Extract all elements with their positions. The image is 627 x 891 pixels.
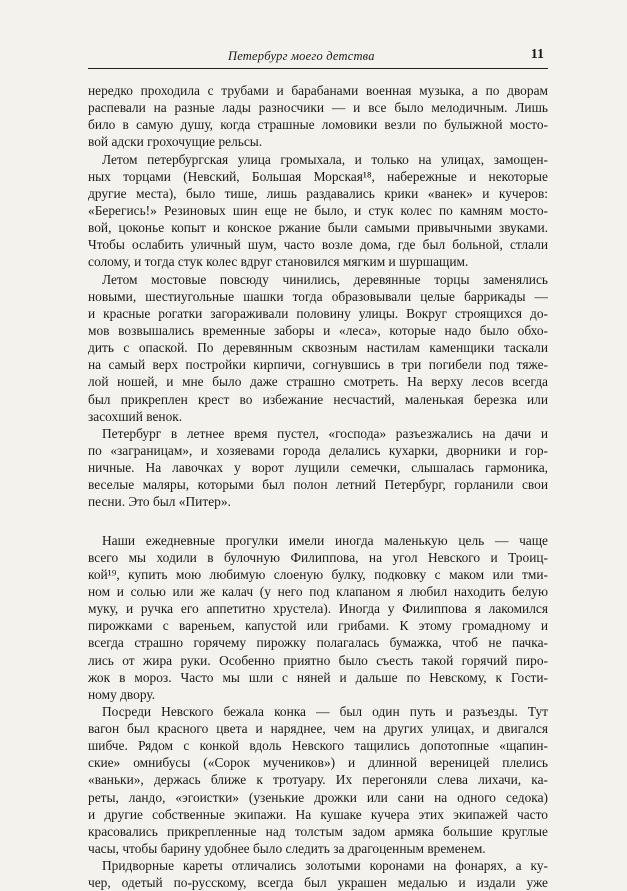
text-line: ские» омнибусы («Сорок мучеников») и длинной вереницей плелись [88,755,548,771]
text-line: Петербург в летнее время пустел, «господа» разъезжались на дачи и [102,425,548,441]
text-line: по «заграницам», и хозяевами города делались кухарки, дворники и гор- [88,442,548,458]
text-line: Наши ежедневные прогулки имели иногда маленькую цель — чаще [102,532,548,548]
text-line: Летом петербургская улица громыхала, и только на улицах, замощен- [102,151,548,167]
text-line: реты, ландо, «эгоистки» (узенькие дрожки или сани на одного седока) [88,789,548,805]
text-line: Чтобы ослабить уличный шум, часто возле дома, где был больной, стлали [88,237,548,253]
text-line: вой адски грохочущие рельсы. [88,134,263,150]
text-line: на самый верх постройки кирпичи, согнувшись в три погибели под тяже- [88,357,548,373]
page-number: 11 [530,47,544,62]
paragraph [88,271,548,425]
text-line: и другие собственные экипажи. На кушаке кучера этих экипажей часто [88,806,548,822]
text-line: всегда страшно горячему пирожку полагалась бумажка, чтоб не пачка- [88,635,548,651]
text-line: чер, одетый по-русскому, всегда был украшен медалью и издали уже [88,875,548,891]
text-line: другие места), было тише, лишь раздавались крики «ванек» и кучеров: [88,185,548,201]
text-line: новыми, шестиугольные шашки тогда образовывали целые баррикады — [88,288,548,304]
text-line: песни. Это был «Питер». [88,494,231,510]
text-line: и красные рогатки загораживали половину улицы. Вокруг строящихся до- [88,305,548,321]
text-line: ничные. На лавочках у ворот лущили семечки, слышалась гармоника, [88,460,548,476]
text-line: ном и солью или же калач (у него под клапаном я любил находить белую [88,583,548,599]
text-line: шибче. Рядом с конкой вдоль Невского тащились допотопные «щапин- [88,738,548,754]
text-line: лись от жира руки. Особенно приятно было съесть такой горячий пиро- [88,652,548,668]
text-line: пирожками с вареньем, капустой или грибами. К этому громадному и [88,618,548,634]
text-line: часы, чтобы барину удобнее было следить за драгоценным временем. [88,841,486,857]
text-line: лой ношей, и мне было даже страшно смотреть. На верху лесов всегда [88,374,548,390]
text-line: било в самую душу, когда страшные ломовики везли по булыжной мосто- [88,117,548,133]
paragraph [88,425,548,511]
paragraph [88,703,548,857]
text-line: мов возвышались временные заборы и «леса», которые надо было обхо- [88,322,548,338]
text-line: всего мы ходили в булочную Филиппова, на угол Невского и Троиц- [88,549,548,565]
text-line: муку, и ручка его аппетитно хрустела). Иногда у Филиппова я лакомился [88,601,548,617]
body-text [88,82,548,891]
text-line: распевали на разные лады разносчики — и все было мелодичным. Лишь [88,100,548,116]
paragraph [88,151,548,271]
text-line: дить с опаской. По деревянным сквозным настилам каменщики таскали [88,340,548,356]
text-line: «ваньки», держась ближе к тротуару. Их перегоняли слева лихачи, ка- [88,772,548,788]
text-line: засохший венок. [88,408,183,424]
text-line: вой, цоконье копыт и конское ржание были самыми привычными звуками. [88,220,548,236]
section-break [88,511,548,532]
text-line: был прикреплен крест во избежание несчастий, маленькая березка или [88,391,548,407]
text-line: солому, и тогда стук колес вдруг становился мягким и шуршащим. [88,254,469,270]
text-line: нередко проходила с трубами и барабанами военная музыка, а по дворам [88,83,548,98]
text-line: «Берегись!» Резиновых шин еще не было, и стук колес по камням мосто- [88,202,548,218]
paragraph [88,82,548,151]
text-line: веселые маляры, которыми был полон летний Петербург, горланили свои [88,477,548,493]
paragraph [88,857,548,891]
text-line: кой¹⁹, купить мою любимую слоеную булку, подковку с маком или тми- [88,566,548,582]
running-title: Петербург моего детства [228,49,375,63]
text-line: Летом мостовые повсюду чинились, деревянные торцы заменялись [102,271,548,287]
text-line: красовались прикрепленные над толстым задом армяка большие круглые [88,823,548,839]
text-line: вагон был красного цвета и наряднее, чем на других улицах, и двигался [88,721,548,737]
running-header [88,46,548,69]
paragraph [88,532,548,703]
text-line: ных торцами (Невский, Большая Морская¹⁸, набережные и некоторые [88,168,548,184]
text-line: Придворные кареты отличались золотыми коронами на фонарях, а ку- [102,858,548,874]
text-line: ному двору. [88,686,156,702]
text-line: жок в мороз. Часто мы шли с няней и дальше по Невскому, к Гости- [88,669,548,685]
text-line: Посреди Невского бежала конка — был один путь и разъезды. Тут [102,703,548,719]
